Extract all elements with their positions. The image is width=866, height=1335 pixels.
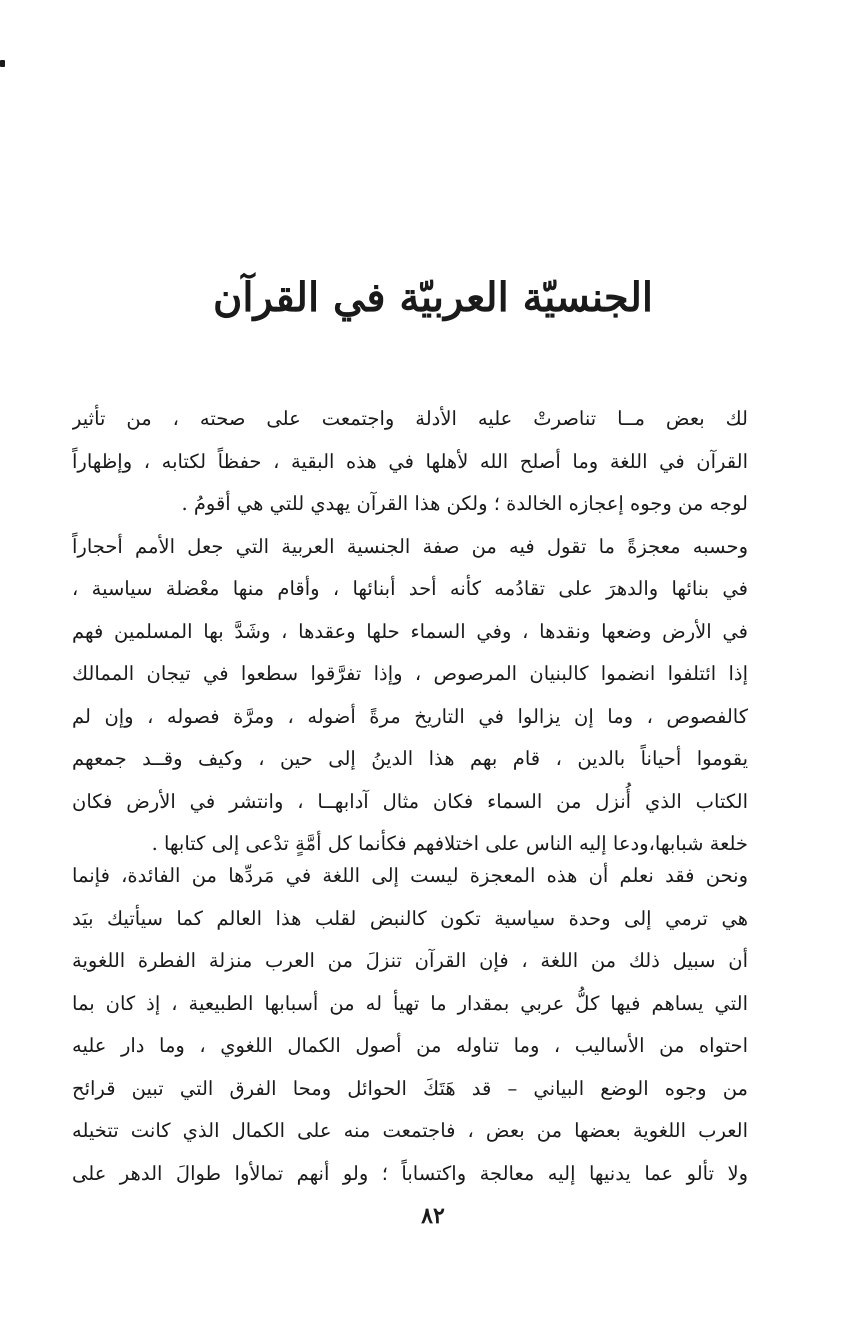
margin-ink-mark [0,60,5,67]
paragraph-1 [72,398,748,866]
chapter-title: الجنسيّة العربيّة في القرآن [212,274,654,321]
text-line: ولا تألو عما يدنيها إليه معالجة واكتساباً ؛ ولو أنهم تمالأوا طوالَ الدهر على [72,1161,748,1185]
text-line: القرآن في اللغة وما أصلح الله لأهلها في هذه البقية ، حفظاً لكتابه ، وإظهاراً [72,449,748,473]
text-line: ونحن فقد نعلم أن هذه المعجزة ليست إلى اللغة في مَردِّها من الفائدة، فإنما [72,864,748,887]
text-line: لك بعض مــا تناصرتْ عليه الأدلة واجتمعت على صحته ، من تأثير [72,407,748,430]
text-line: كالفصوص ، وما إن يزالوا في التاريخ مرةً أضوله ، ومرَّة فصوله ، وإن لم [72,704,748,728]
text-line: لوجه من وجوه إعجازه الخالدة ؛ ولكن هذا القرآن يهدي للتي هي أقومُ . [181,492,748,515]
text-line: الكتاب الذي أُنزل من السماء فكان مثال آدابهــا ، وانتشر في الأرض فكان [72,789,748,813]
text-line: وحسبه معجزةً ما تقول فيه من صفة الجنسية العربية التي جعل الأمم أحجاراً [72,534,748,558]
text-line: هي ترمي إلى وحدة سياسية تكون كالنبض لقلب هذا العالم كما سيأتيك بيَد [72,906,748,930]
page-number: ٨٢ [421,1203,445,1229]
text-line: إذا ائتلفوا انضموا كالبنيان المرصوص ، وإذا تفرَّقوا سطعوا في تيجان الممالك [72,662,748,685]
text-line: في بنائها والدهرَ على تقادُمه كأنه أحد أبنائها ، وأقام منها معْضلة سياسية ، [72,577,748,600]
text-line: من وجوه الوضع البياني – قد هَتَكَ الحوائل ومحا الفرق التي تبين قرائح [72,1076,748,1100]
text-line: في الأرض وضعها ونقدها ، وفي السماء حلها وعقدها ، وشَدَّ بها المسلمين فهم [72,619,748,643]
text-line: احتواه من الأساليب ، وما تناوله من أصول الكمال اللغوي ، وما دار عليه [72,1034,748,1057]
text-line: خلعة شبابها،ودعا إليه الناس على اختلافهم فكأنما كل أمَّةٍ تدْعى إلى كتابها . [151,832,748,855]
text-line: التي يساهم فيها كلُّ عربي بمقدار ما تهيأ له من أسبابها الطبيعية ، إذ كان بما [72,991,748,1015]
text-line: أن سبيل ذلك من اللغة ، فإن القرآن تنزلَ من العرب منزلة الفطرة اللغوية [72,949,748,972]
paragraph-2 [72,855,748,1195]
text-line: العرب اللغوية بعضها من بعض ، فاجتمعت منه على الكمال الذي كانت تتخيله [72,1119,748,1142]
text-line: يقوموا أحياناً بالدين ، قام بهم هذا الدينُ إلى حين ، وكيف وقــد جمعهم [72,747,748,770]
